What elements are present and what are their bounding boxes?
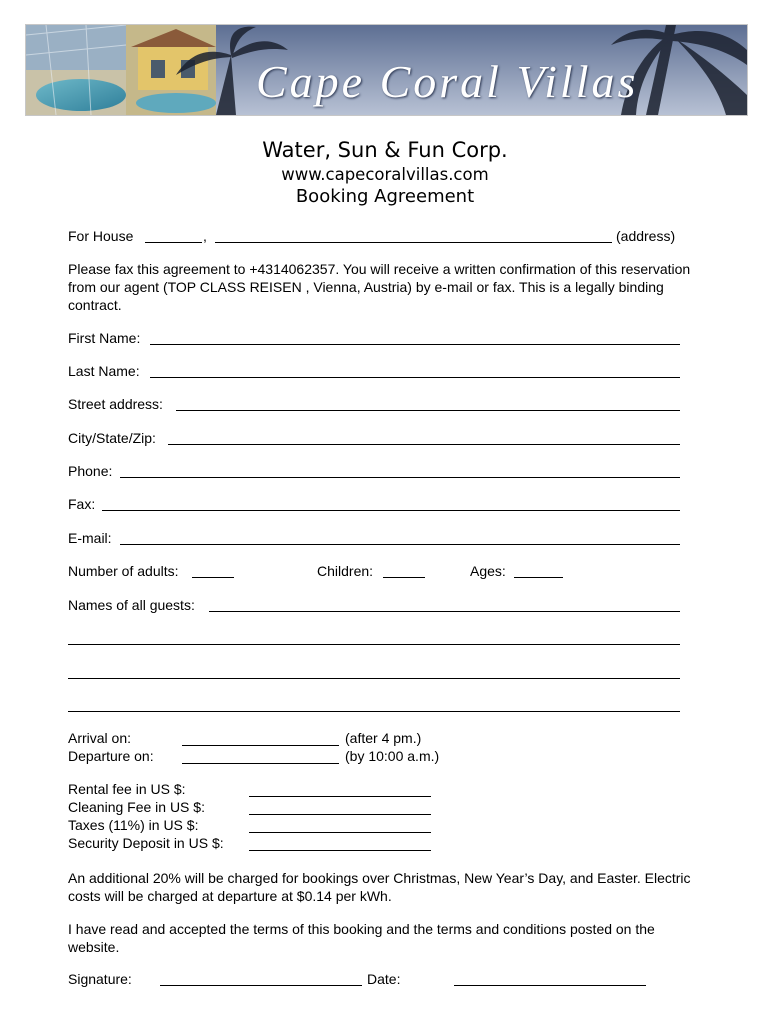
taxes-label: Taxes (11%) in US $:: [68, 817, 199, 833]
cleaning-fee-label: Cleaning Fee in US $:: [68, 799, 205, 815]
children-line[interactable]: [383, 577, 425, 578]
banner-title: Cape Coral Villas: [256, 56, 639, 107]
arrival-line[interactable]: [182, 745, 339, 746]
street-line[interactable]: [176, 410, 680, 411]
city-line[interactable]: [168, 444, 680, 445]
terms-statement: I have read and accepted the terms of this booking and the terms and conditions posted on the website.: [68, 921, 655, 955]
phone-line[interactable]: [120, 477, 680, 478]
city-label: City/State/Zip:: [68, 430, 156, 446]
guest-names-line-1[interactable]: [209, 611, 680, 612]
signature-label: Signature:: [68, 971, 132, 987]
adults-label: Number of adults:: [68, 563, 179, 579]
house-label: For House: [68, 228, 134, 244]
adults-line[interactable]: [192, 577, 234, 578]
surcharge-notice: An additional 20% will be charged for bookings over Christmas, New Year’s Day, and Easter. Electric costs will be charged at departure at $0.14 per kWh.: [68, 870, 691, 904]
intro-paragraph: Please fax this agreement to +4314062357. You will receive a written confirmation of this reservation from our agent (TOP CLASS REISEN , Vienna, Austria) by e-mail or fax. This is a legally binding contract.: [68, 261, 691, 313]
phone-label: Phone:: [68, 463, 113, 479]
address-suffix: (address): [616, 228, 676, 244]
fax-label: Fax:: [68, 496, 96, 512]
first-name-line[interactable]: [150, 344, 680, 345]
guest-names-line-2[interactable]: [68, 644, 680, 645]
house-comma: ,: [203, 228, 207, 244]
children-label: Children:: [317, 563, 374, 579]
house-address-line[interactable]: [215, 242, 612, 243]
date-line[interactable]: [454, 985, 646, 986]
house-number-line[interactable]: [145, 242, 202, 243]
document-title: Booking Agreement: [295, 186, 475, 207]
website-url: www.capecoralvillas.com: [281, 165, 489, 184]
deposit-line[interactable]: [249, 850, 431, 851]
last-name-line[interactable]: [150, 377, 680, 378]
departure-label: Departure on:: [68, 748, 154, 764]
rental-fee-label: Rental fee in US $:: [68, 781, 186, 797]
date-label: Date:: [367, 971, 401, 987]
fax-line[interactable]: [102, 510, 680, 511]
signature-line[interactable]: [160, 985, 362, 986]
guest-names-line-3[interactable]: [68, 678, 680, 679]
ages-label: Ages:: [470, 563, 506, 579]
last-name-label: Last Name:: [68, 363, 140, 379]
guest-names-line-4[interactable]: [68, 711, 680, 712]
ages-line[interactable]: [514, 577, 563, 578]
taxes-line[interactable]: [249, 832, 431, 833]
email-line[interactable]: [120, 544, 680, 545]
company-name: Water, Sun & Fun Corp.: [262, 138, 508, 162]
guest-names-label: Names of all guests:: [68, 597, 195, 613]
arrival-label: Arrival on:: [68, 730, 132, 746]
first-name-label: First Name:: [68, 330, 141, 346]
arrival-note: (after 4 pm.): [345, 730, 422, 746]
departure-note: (by 10:00 a.m.): [345, 748, 440, 764]
email-label: E-mail:: [68, 530, 112, 546]
deposit-label: Security Deposit in US $:: [68, 835, 224, 851]
cleaning-fee-line[interactable]: [249, 814, 431, 815]
rental-fee-line[interactable]: [249, 796, 431, 797]
departure-line[interactable]: [182, 763, 339, 764]
street-label: Street address:: [68, 396, 163, 412]
header-banner: [25, 24, 748, 116]
